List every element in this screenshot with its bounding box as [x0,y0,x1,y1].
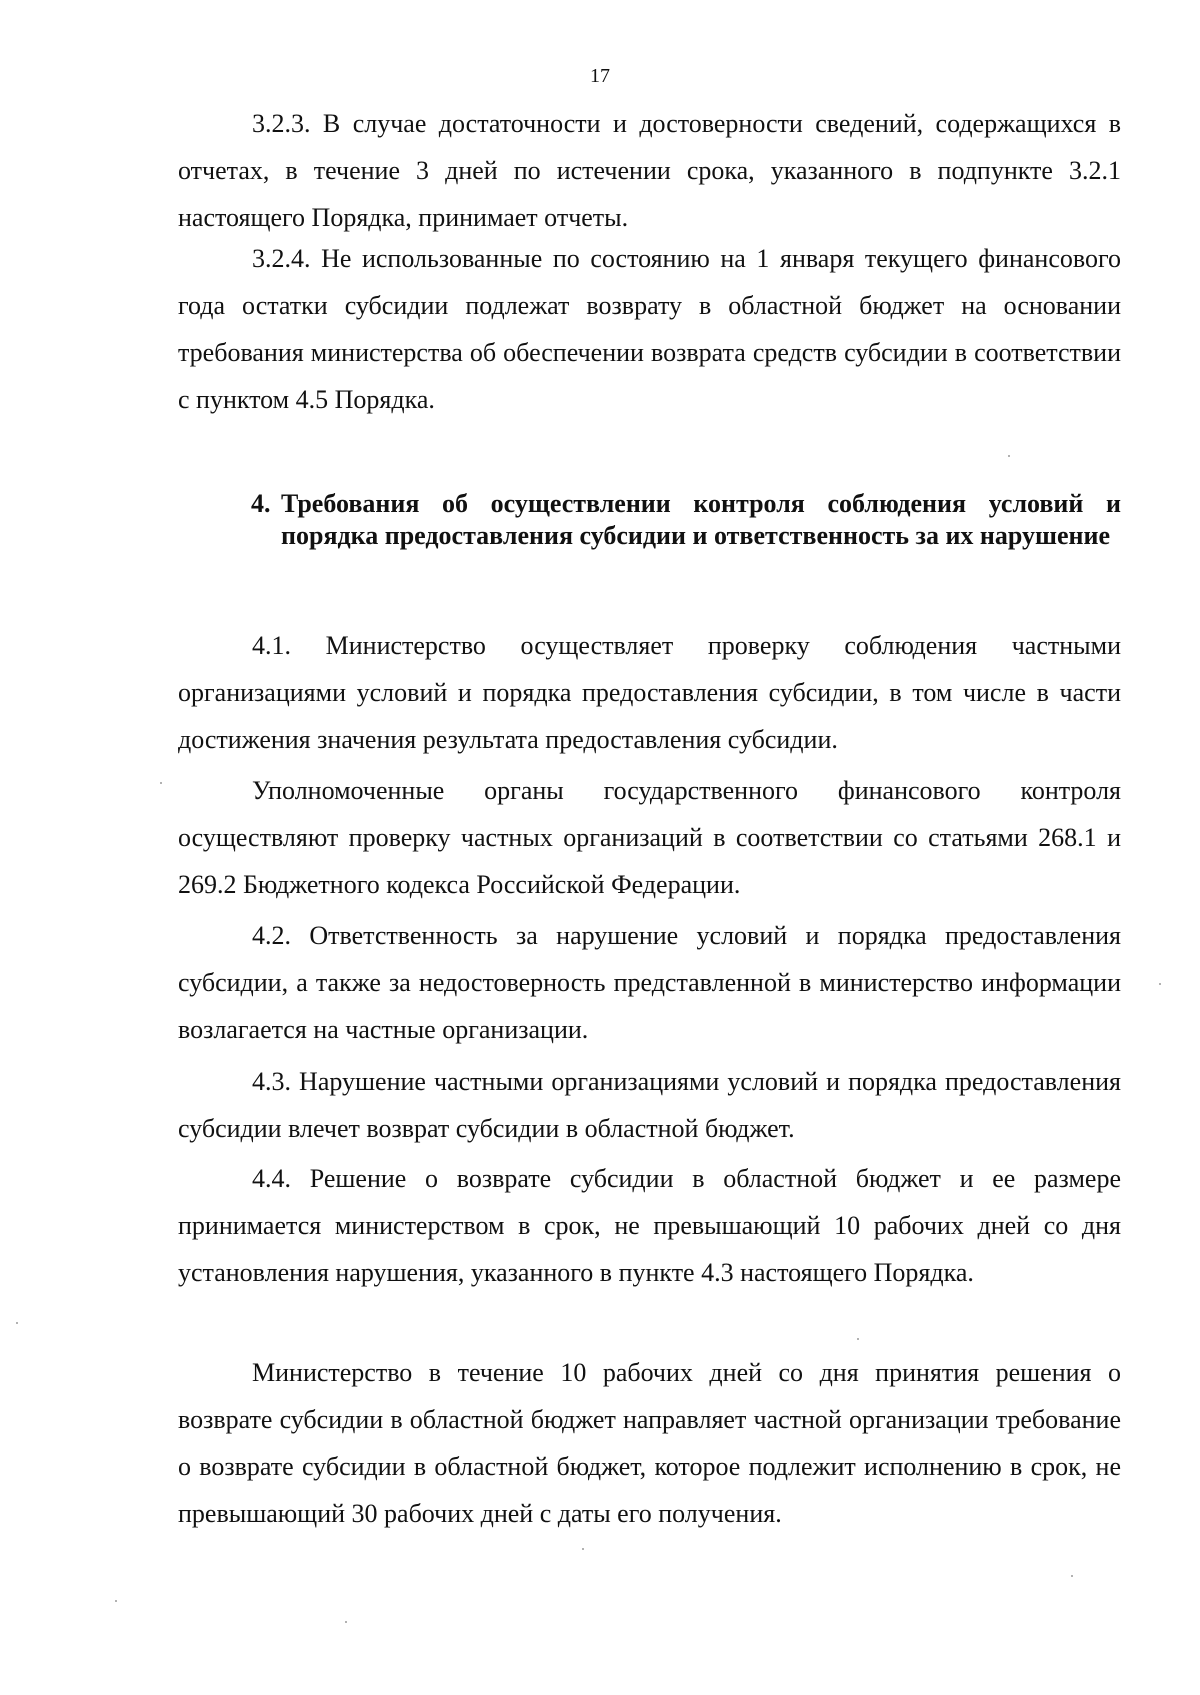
paragraph-4-3: 4.3. Нарушение частными организациями условий и порядка предоставления субсидии влечет возврат субсидии в областной бюджет. [178,1067,1121,1143]
scan-speck [582,1548,584,1550]
paragraph-4-2: 4.2. Ответственность за нарушение условий и порядка предоставления субсидии, а также за недостоверность представленной в министерство информации возлагается на частные организации. [178,921,1121,1044]
paragraph-4-1: 4.1. Министерство осуществляет проверку соблюдения частными организациями условий и порядка предоставления субсидии, в том числе в части достижения значения результата предоставления субсидии. [178,631,1121,754]
scan-speck [16,1322,18,1324]
scan-speck [1159,983,1161,985]
section-4-title: Требования об осуществлении контроля соблюдения условий и порядка предоставления субсидии и ответственность за их нарушение [281,489,1121,550]
scan-speck [160,782,162,784]
scan-speck [1008,455,1010,457]
scan-speck [345,1621,347,1623]
section-4-number: 4. [251,489,271,518]
paragraph-4-4: 4.4. Решение о возврате субсидии в областной бюджет и ее размере принимается министерством в срок, не превышающий 10 рабочих дней со дня установления нарушения, указанного в пункте 4.3 настоящего Порядка. [178,1164,1121,1287]
scan-speck [115,1600,117,1602]
scan-speck [1071,1575,1073,1577]
paragraph-4-4-requirement: Министерство в течение 10 рабочих дней со дня принятия решения о возврате субсидии в областной бюджет направляет частной организации требование о возврате субсидии в областной бюджет, которое подлежит исполнению в срок, не превышающий 30 рабочих дней с даты его получения. [178,1358,1121,1528]
paragraph-3-2-3: 3.2.3. В случае достаточности и достоверности сведений, содержащихся в отчетах, в течение 3 дней по истечении срока, указанного в подпункте 3.2.1 настоящего Порядка, принимает отчеты. [178,109,1121,232]
paragraph-4-1-control: Уполномоченные органы государственного финансового контроля осуществляют проверку частных организаций в соответствии со статьями 268.1 и 269.2 Бюджетного кодекса Российской Федерации. [178,776,1121,899]
scan-speck [857,1338,859,1340]
paragraph-3-2-4: 3.2.4. Не использованные по состоянию на 1 января текущего финансового года остатки субсидии подлежат возврату в областной бюджет на основании требования министерства об обеспечении возврата средств субсидии в соответствии с пунктом 4.5 Порядка. [178,244,1121,414]
section-4-heading [251,488,1121,552]
page-number: 17 [590,65,610,87]
